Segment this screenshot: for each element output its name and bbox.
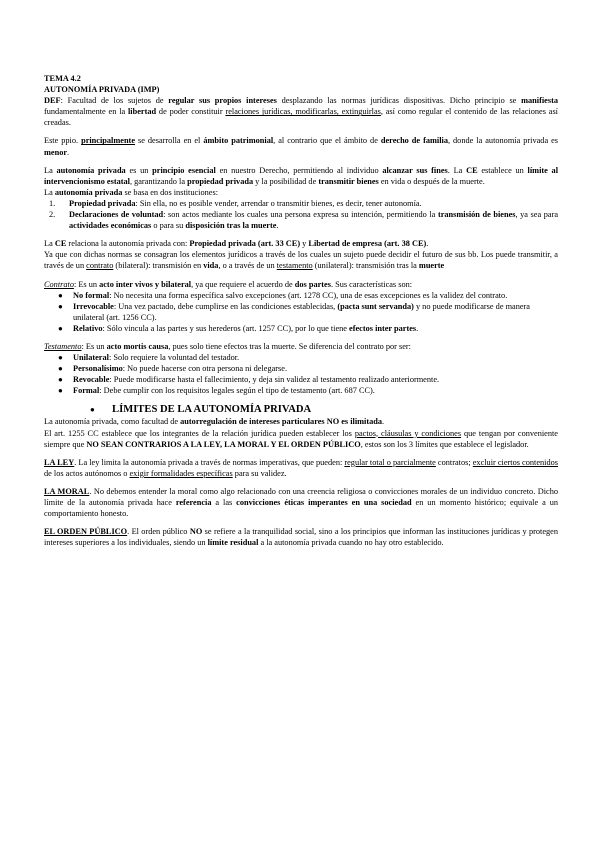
law-limit-paragraph [44,457,558,479]
text-run: Propiedad privada [69,198,136,208]
text-run: Declaraciones de voluntad [69,210,164,220]
bullet-item [44,290,558,301]
text-run: acto mortis causa [106,341,169,351]
bullet-icon: ● [58,301,63,311]
text-run: : Es un [81,341,107,351]
bullet-item [44,352,558,363]
text-run: autonomía privada [56,165,126,175]
text-run: menor [44,147,68,157]
moral-limit-paragraph [44,486,558,519]
text-run: La [44,187,55,197]
article-1255-paragraph [44,428,558,450]
text-run: LA LEY [44,457,75,467]
text-run: : Sólo vincula a las partes y sus herederos (art. 1257 CC), por lo que tiene [102,323,350,333]
text-run: es un [125,165,153,175]
constitution-paragraph [44,238,558,249]
text-run: : Solo requiere la voluntad del testador. [108,353,240,363]
item-text [73,363,287,374]
bullet-icon: ● [58,386,63,396]
text-run: NO SEAN CONTRARIOS A LA LEY, LA MORAL Y EL ORDEN PÚBLICO [86,439,361,449]
text-run: muerte [418,261,445,271]
text-run: . [416,323,419,333]
text-run: establece un [477,165,528,175]
text-run: y la posibilidad de [253,176,319,186]
text-run: . Sus características son: [330,279,413,289]
bullet-item [44,385,558,396]
text-run: para su validez. [232,468,287,478]
text-run: : Facultad de los sujetos de [60,96,169,106]
item-text [73,301,558,323]
text-run: límite residual [207,538,259,548]
text-run: contratos; [435,457,473,467]
text-run: fundamentalmente en la [44,107,128,117]
text-run: : Debe cumplir con los requisitos legales según el tipo de testamento (art. 687 CC). [99,386,375,396]
text-run: de poder constituir [156,107,226,117]
text-run: . La ley limita la autonomía privada a través de normas imperativas, que pueden: [74,457,345,467]
text-run: en nuestro Derecho, permitiendo al individuo [215,165,383,175]
document-body [44,73,558,548]
text-run: : No necesita una forma específica salvo excepciones (art. 1278 CC), una de esas excepciones es la validez del contrato. [109,290,508,300]
text-run: manifiesta [521,96,558,106]
item-text [69,198,422,209]
text-run: , o a través de un [218,261,277,271]
bullet-icon: ● [58,290,63,300]
text-run: actividades económicas [69,221,152,231]
bullet-item [44,323,558,334]
item-text [73,374,439,385]
text-run: NO [189,527,203,537]
text-run: autonomía privada [54,187,123,197]
text-run: contrato [86,261,114,271]
public-order-limit-paragraph [44,526,558,548]
text-run: vida [203,261,219,271]
testament-characteristics-list [44,352,558,396]
text-run: Formal [73,386,100,396]
text-run: transmitir bienes [318,176,379,186]
item-text [73,323,418,334]
numbered-item [44,198,558,209]
text-run: Libertad de empresa (art. 38 CE) [308,239,427,249]
text-run: regular total o parcialmente [344,457,436,467]
bullet-icon: ● [58,364,63,374]
text-run: . [382,417,385,427]
text-run: , garantizando la [129,176,188,186]
text-run: límite al intervencionismo estatal [44,165,559,186]
text-run: regular sus propios intereses [168,96,277,106]
text-run: propiedad privada [187,176,254,186]
text-run: relaciona la autonomía privada con: [66,239,190,249]
text-run: se desarrolla en el [135,136,204,146]
text-run: : son actos mediante los cuales una persona expresa su intención, permitiendo la [163,210,438,220]
text-run: : No puede hacerse con otra persona ni delegarse. [122,364,288,374]
text-run: convicciones éticas imperantes en una sociedad [236,498,412,507]
text-run: o para su [151,221,186,231]
text-run: y no puede modificarse de manera unilateral (art. 1256 CC). [73,301,530,322]
page-title: AUTONOMÍA PRIVADA (IMP) [44,85,160,95]
contract-characteristics-list [44,290,558,334]
bullet-item [44,374,558,385]
text-run: . El orden público [127,527,190,537]
text-run: , donde la autonomía privada es [447,136,559,146]
text-run: dos partes [294,279,331,289]
text-run: . [426,239,429,249]
text-run: (bilateral): transmisión en [113,261,204,271]
text-run: CE [54,239,67,249]
text-run: CE [466,165,478,175]
text-run: Personalísimo [73,364,123,374]
text-run: autorregulación de intereses particulares NO es ilimitada [180,417,383,427]
text-run: a la autonomía privada cuando no hay otro establecido. [258,538,444,548]
institutions-intro [44,187,558,198]
text-run: Este ppio. [44,136,82,146]
text-run: . [276,221,279,231]
scope-paragraph [44,135,558,157]
contract-intro [44,279,558,290]
text-run: principio esencial [152,165,216,175]
text-run: relaciones jurídicas, modificarlas, extinguirlas [225,107,381,117]
numbered-item [44,209,558,231]
text-run: La [44,239,55,249]
text-run: acto inter vivos y bilateral [99,279,192,289]
text-run: en un momento histórico; equivale a un comportamiento honesto. [44,498,558,519]
bullet-icon: ● [58,375,63,385]
text-run: referencia [175,498,212,507]
text-run: efectos inter partes [349,323,417,333]
text-run: : Es un [73,279,100,289]
bullet-item [44,301,558,323]
text-run: alcanzar sus fines [382,165,448,175]
transmission-paragraph [44,249,558,271]
text-run: , ya que requiere el acuerdo de [191,279,295,289]
text-run: , al contrario que el ámbito de [273,136,381,146]
principle-paragraph [44,165,558,187]
text-run: LA MORAL [44,486,90,496]
text-run: Contrato [44,279,74,289]
text-run: : Una vez pactado, debe cumplirse en las condiciones establecidas, [113,301,338,311]
text-run: , pues solo tiene efectos tras la muerte. Se diferencia del contrato por ser: [168,341,411,351]
text-run: EL ORDEN PÚBLICO [44,527,128,537]
text-run: de los actos autónomos o [44,468,130,478]
text-run: Irrevocable [73,301,114,311]
text-run: No formal [73,290,110,300]
text-run: principalmente [81,136,136,146]
text-run: . No debemos entender la moral como algo relacionado con una creencia religiosa o convicciones morales de un individuo concreto. Dicho límite de la autonomía privada hace [44,486,558,507]
text-run: a las [211,498,237,507]
text-run: : Puede modificarse hasta el fallecimiento, y deja sin validez al testamento realizado anteriormente. [109,375,440,385]
text-run: , estos son los 3 límites que establece el legislador. [360,439,529,449]
text-run: disposición tras la muerte [185,221,277,231]
definition-paragraph [44,95,558,128]
text-run: Revocable [73,375,110,385]
testament-intro [44,341,558,352]
bullet-icon: ● [58,323,63,333]
text-run: Testamento [44,341,82,351]
item-text [73,290,507,301]
text-run: El art. 1255 CC establece que los integrantes de la relación jurídica pueden establecer los [44,428,355,438]
text-run: Unilateral [73,353,109,363]
text-run: : Sin ella, no es posible vender, arrendar o transmitir bienes, es decir, tener autonomía. [135,198,422,208]
bullet-icon: ● [58,353,63,363]
topic-number: TEMA 4.2 [44,74,81,83]
text-run: Relativo [73,323,103,333]
text-run: (pacta sunt servanda) [337,301,414,311]
bullet-item [44,363,558,374]
text-run: . [67,147,70,157]
text-run: y [300,239,309,249]
text-run: (unilateral): transmisión tras la [312,261,419,271]
text-run: se refiere a la tranquilidad social, sino a los principios que informan las instituciones jurídicas y protegen intereses superiores a los individuales, siendo un [44,527,558,548]
institutions-list [44,198,558,231]
text-run: La autonomía privada, como facultad de [44,417,181,427]
text-run: , ya sea para [515,210,559,220]
text-run: Ya que con dichas normas se consagran los elementos jurídicos a través de los cuales un sujeto puede decidir el futuro de sus bb. Los puede transmitir, a través de un [44,250,558,271]
text-run: ámbito patrimonial [203,136,274,146]
text-run: Propiedad privada (art. 33 CE) [189,239,301,249]
text-run: se basa en dos instituciones: [122,187,219,197]
text-run: La [44,165,57,175]
text-run: pactos, cláusulas y condiciones [354,428,462,438]
text-run: excluir ciertos contenidos [472,457,558,467]
text-run: en vida o después de la muerte. [378,176,485,186]
text-run: exigir formalidades específicas [129,468,233,478]
text-run: DEF [44,96,61,106]
text-run: que tengan por conveniente siempre que [44,428,558,449]
limits-intro [44,416,558,427]
item-number: 2. [49,210,56,220]
item-number: 1. [49,198,56,208]
text-run: desplazando las normas jurídicas dispositivas. Dicho principio se [276,96,522,106]
item-text [73,385,375,396]
text-run: . La [447,165,467,175]
text-run: libertad [128,107,157,117]
item-text [73,352,239,363]
text-run: , así como regular el contenido de las relaciones así creadas. [44,107,558,128]
text-run: testamento [276,261,313,271]
item-text [69,209,558,231]
text-run: transmisión de bienes [437,210,516,220]
limits-heading: ● LÍMITES DE LA AUTONOMÍA PRIVADA [90,404,312,416]
bullet-icon: ● [90,405,95,415]
text-run: derecho de familia [380,136,448,146]
